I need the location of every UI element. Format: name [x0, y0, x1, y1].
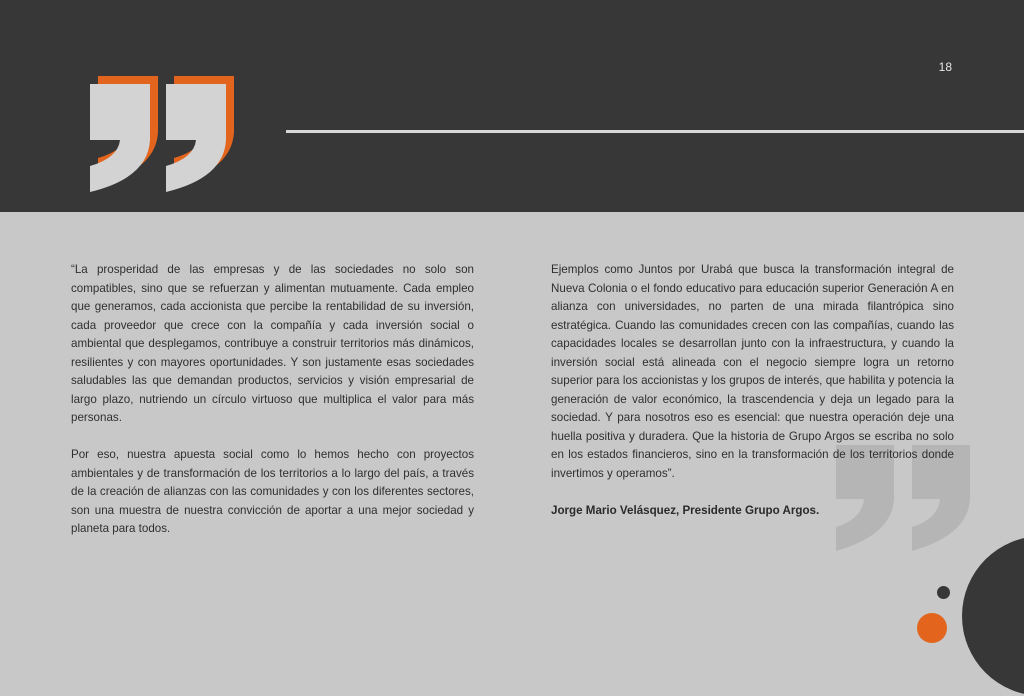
closing-quote-icon	[88, 72, 248, 192]
header-divider	[286, 130, 1024, 133]
quote-signature: Jorge Mario Velásquez, Presidente Grupo Argos.	[551, 503, 820, 517]
body-paragraph-3: Ejemplos como Juntos por Urabá que busca la transformación integral de Nueva Colonia o el fondo educativo para educación superior Generación A en alianza con universidades, no parten de una mirada filantrópica sino estratégica. Cuando las comunidades crecen con las compañías, cuando las capacidades locales se desarrollan junto con la infraestructura, y cuando la inversión social está alineada con el negocio siempre logra un retorno superior para los accionistas y los grupos de interés, que habilita y potencia la generación de valor económico, la trascendencia y deja un legado para la sociedad. Y para nosotros eso es esencial: que nuestra operación deje una huella positiva y duradera. Que la historia de Grupo Argos se escriba no solo en los estados financieros, sino en la transformación de los territorios donde invertimos y operamos”.	[551, 263, 954, 480]
decorative-dot-dark	[937, 586, 950, 599]
body-paragraph-2: Por eso, nuestra apuesta social como lo hemos hecho con proyectos ambientales y de transformación de los territorios a lo largo del país, a través de la creación de alianzas con las comunidades y con los diferentes sectores, son una muestra de nuestra convicción de aportar a una mejor sociedad y planeta para todos.	[71, 448, 474, 535]
body-paragraph-1: “La prosperidad de las empresas y de las sociedades no solo son compatibles, sino que se refuerzan y alimentan mutuamente. Cada empleo que generamos, cada accionista que percibe la rentabilidad de su inversión, cada proveedor que crece con la compañía y cada inversión social o ambiental que desplegamos, contribuye a construir territorios más dinámicos, resilientes y con mayores oportunidades. Y son justamente esas sociedades saludables las que demandan productos, servicios y visión empresarial de largo plazo, nutriendo un círculo virtuoso que multiplica el valor para más personas.	[71, 263, 474, 424]
left-column	[71, 261, 474, 557]
page-number: 18	[938, 60, 952, 74]
decorative-dot-orange	[917, 613, 947, 643]
decorative-circle-large	[962, 536, 1024, 696]
right-column	[551, 261, 954, 539]
